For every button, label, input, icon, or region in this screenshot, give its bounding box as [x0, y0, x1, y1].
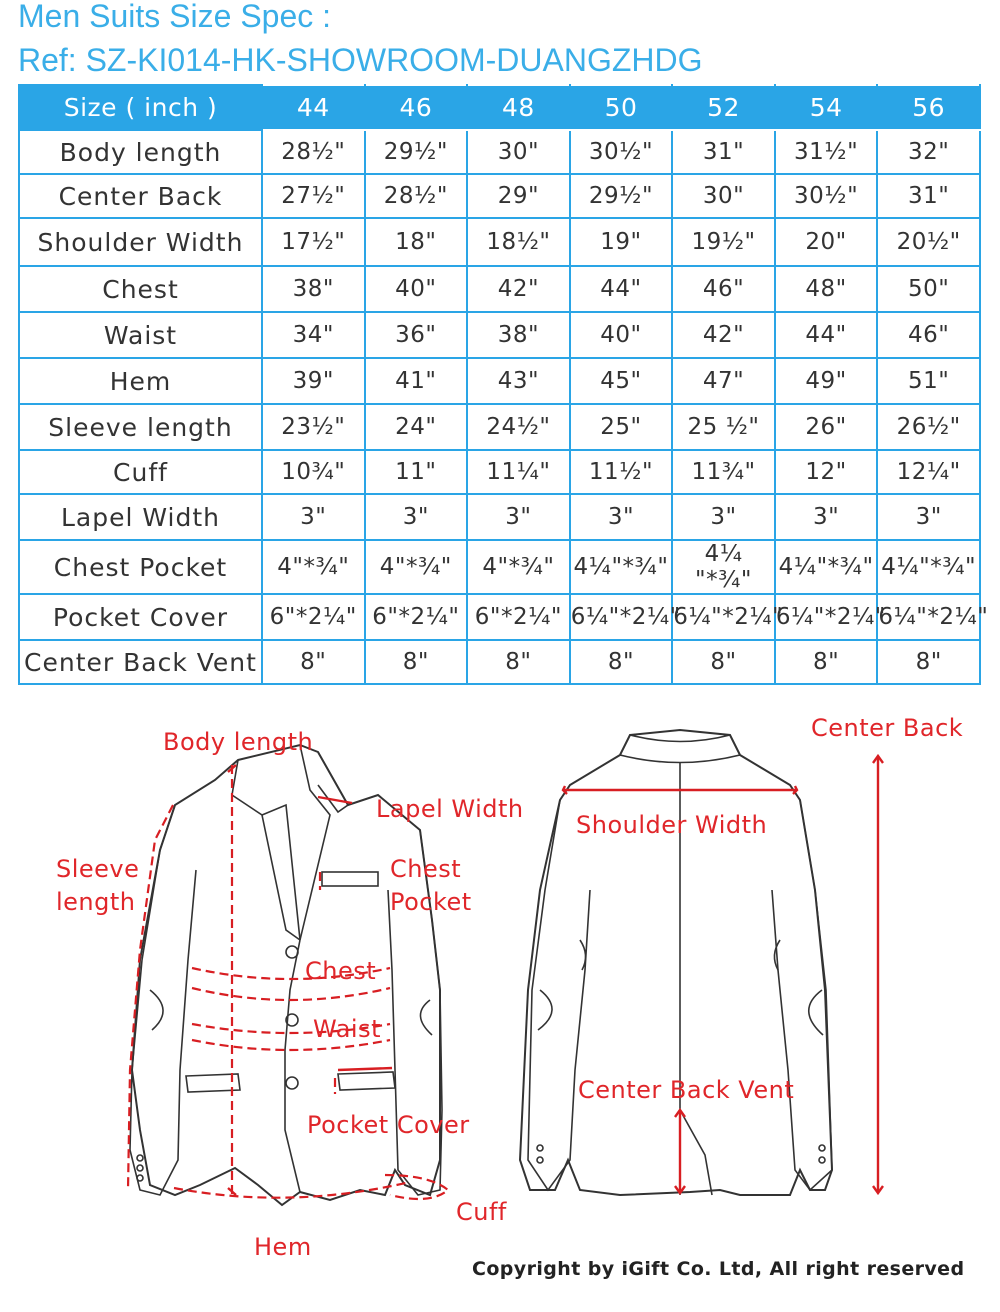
table-cell: 6¼"*2¼" — [672, 594, 775, 640]
chest-pocket-label-2: Pocket — [390, 888, 472, 916]
table-cell: 29½" — [570, 174, 673, 218]
reference-code: Ref: SZ-KI014-HK-SHOWROOM-DUANGZHDG — [18, 42, 703, 78]
row-label: Hem — [19, 358, 262, 404]
shoulder-width-label: Shoulder Width — [576, 811, 768, 839]
table-row — [19, 640, 980, 684]
sleeve-length-label-1: Sleeve — [56, 855, 140, 883]
table-cell: 4¼"*¾" — [775, 540, 878, 594]
table-cell: 30" — [467, 130, 570, 174]
table-cell: 3" — [262, 494, 365, 540]
waist-label: Waist — [313, 1015, 381, 1043]
table-cell: 28½" — [365, 174, 468, 218]
table-cell: 42" — [672, 312, 775, 358]
table-cell: 26" — [775, 404, 878, 450]
table-cell: 30½" — [570, 130, 673, 174]
row-label: Cuff — [19, 450, 262, 494]
size-header-cell: 56 — [877, 85, 980, 130]
table-cell: 23½" — [262, 404, 365, 450]
table-cell: 11" — [365, 450, 468, 494]
size-header-cell: 50 — [570, 85, 673, 130]
chest-label: Chest — [305, 957, 377, 985]
table-cell: 8" — [262, 640, 365, 684]
center-back-label: Center Back — [811, 714, 964, 742]
table-cell: 20½" — [877, 218, 980, 266]
table-cell: 30" — [672, 174, 775, 218]
size-column-header: Size ( inch ) — [19, 85, 262, 130]
table-cell: 8" — [877, 640, 980, 684]
table-cell: 44" — [775, 312, 878, 358]
row-label: Chest Pocket — [19, 540, 262, 594]
table-cell: 6"*2¼" — [262, 594, 365, 640]
table-cell: 51" — [877, 358, 980, 404]
table-cell: 42" — [467, 266, 570, 312]
row-label: Pocket Cover — [19, 594, 262, 640]
table-cell: 25" — [570, 404, 673, 450]
chest-pocket-label-1: Chest — [390, 855, 462, 883]
back-jacket-illustration — [520, 730, 832, 1195]
table-row — [19, 312, 980, 358]
table-cell: 17½" — [262, 218, 365, 266]
jacket-measurement-diagram — [0, 690, 1000, 1290]
table-cell: 3" — [672, 494, 775, 540]
table-row — [19, 130, 980, 174]
table-cell: 3" — [570, 494, 673, 540]
table-cell: 19½" — [672, 218, 775, 266]
table-cell: 19" — [570, 218, 673, 266]
table-cell: 11½" — [570, 450, 673, 494]
table-cell: 4¼ "*¾" — [672, 540, 775, 594]
size-header-cell: 48 — [467, 85, 570, 130]
row-label: Shoulder Width — [19, 218, 262, 266]
body-length-label: Body length — [163, 728, 314, 756]
table-cell: 41" — [365, 358, 468, 404]
table-row — [19, 174, 980, 218]
table-cell: 11¼" — [467, 450, 570, 494]
table-cell: 24" — [365, 404, 468, 450]
table-cell: 44" — [570, 266, 673, 312]
table-cell: 36" — [365, 312, 468, 358]
page-title: Men Suits Size Spec : — [18, 0, 332, 34]
table-cell: 43" — [467, 358, 570, 404]
row-label: Body length — [19, 130, 262, 174]
table-cell: 25 ½" — [672, 404, 775, 450]
table-cell: 10¾" — [262, 450, 365, 494]
table-cell: 30½" — [775, 174, 878, 218]
table-cell: 29½" — [365, 130, 468, 174]
table-cell: 4¼"*¾" — [570, 540, 673, 594]
table-cell: 8" — [570, 640, 673, 684]
table-cell: 18" — [365, 218, 468, 266]
table-row — [19, 218, 980, 266]
table-cell: 32" — [877, 130, 980, 174]
table-cell: 4"*¾" — [262, 540, 365, 594]
table-cell: 29" — [467, 174, 570, 218]
table-cell: 20" — [775, 218, 878, 266]
size-spec-table — [18, 84, 989, 685]
table-cell: 6"*2¼" — [365, 594, 468, 640]
table-cell: 46" — [877, 312, 980, 358]
table-cell: 45" — [570, 358, 673, 404]
table-cell: 6¼"*2¼" — [877, 594, 980, 640]
table-cell: 39" — [262, 358, 365, 404]
table-cell: 3" — [467, 494, 570, 540]
sleeve-length-label-2: length — [56, 888, 136, 916]
table-cell: 8" — [467, 640, 570, 684]
table-cell: 18½" — [467, 218, 570, 266]
hem-label: Hem — [254, 1233, 312, 1261]
table-cell: 4"*¾" — [365, 540, 468, 594]
table-cell: 50" — [877, 266, 980, 312]
lapel-width-label: Lapel Width — [376, 795, 524, 823]
table-row — [19, 494, 980, 540]
table-row — [19, 450, 980, 494]
copyright-notice: Copyright by iGift Co. Ltd, All right reserved — [472, 1258, 965, 1280]
table-cell: 40" — [570, 312, 673, 358]
row-label: Sleeve length — [19, 404, 262, 450]
table-cell: 3" — [775, 494, 878, 540]
table-cell: 38" — [262, 266, 365, 312]
table-cell: 38" — [467, 312, 570, 358]
table-row — [19, 594, 980, 640]
table-cell: 3" — [877, 494, 980, 540]
table-cell: 12" — [775, 450, 878, 494]
table-cell: 11¾" — [672, 450, 775, 494]
table-cell: 4¼"*¾" — [877, 540, 980, 594]
table-cell: 40" — [365, 266, 468, 312]
table-cell: 6¼"*2¼" — [775, 594, 878, 640]
table-cell: 31½" — [775, 130, 878, 174]
row-label: Center Back — [19, 174, 262, 218]
size-header-cell: 52 — [672, 85, 775, 130]
table-cell: 46" — [672, 266, 775, 312]
table-cell: 31" — [877, 174, 980, 218]
table-cell: 26½" — [877, 404, 980, 450]
table-cell: 12¼" — [877, 450, 980, 494]
table-cell: 48" — [775, 266, 878, 312]
size-header-cell: 44 — [262, 85, 365, 130]
table-cell: 6¼"*2¼" — [570, 594, 673, 640]
size-header-cell: 46 — [365, 85, 468, 130]
center-back-vent-label: Center Back Vent — [578, 1076, 795, 1104]
table-cell: 24½" — [467, 404, 570, 450]
table-cell: 27½" — [262, 174, 365, 218]
table-row — [19, 540, 980, 594]
row-label: Waist — [19, 312, 262, 358]
row-label: Chest — [19, 266, 262, 312]
cuff-label: Cuff — [456, 1198, 507, 1226]
table-cell: 3" — [365, 494, 468, 540]
table-cell: 8" — [775, 640, 878, 684]
table-row — [19, 358, 980, 404]
row-label: Lapel Width — [19, 494, 262, 540]
table-cell: 28½" — [262, 130, 365, 174]
table-cell: 8" — [672, 640, 775, 684]
table-row — [19, 266, 980, 312]
table-cell: 8" — [365, 640, 468, 684]
table-cell: 4"*¾" — [467, 540, 570, 594]
table-cell: 34" — [262, 312, 365, 358]
size-header-cell: 54 — [775, 85, 878, 130]
table-cell: 49" — [775, 358, 878, 404]
pocket-cover-label: Pocket Cover — [307, 1111, 470, 1139]
table-header-row — [19, 85, 980, 130]
table-cell: 47" — [672, 358, 775, 404]
table-row — [19, 404, 980, 450]
table-cell: 6"*2¼" — [467, 594, 570, 640]
row-label: Center Back Vent — [19, 640, 262, 684]
table-cell: 31" — [672, 130, 775, 174]
table-body — [19, 130, 989, 684]
